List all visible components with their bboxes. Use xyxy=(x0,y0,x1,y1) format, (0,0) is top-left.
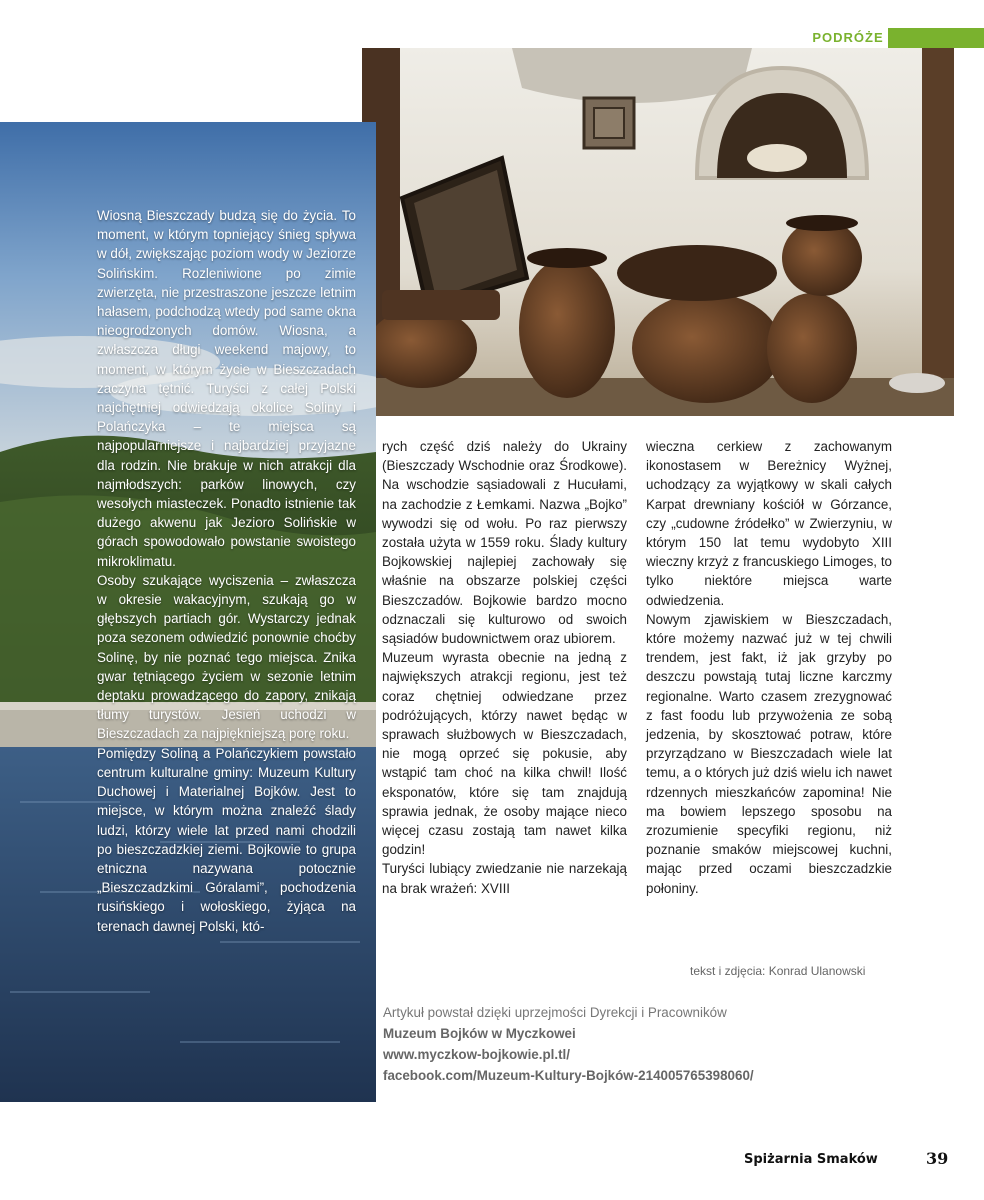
article-column-middle xyxy=(382,437,627,898)
page-number: 39 xyxy=(926,1149,949,1168)
paragraph: Wiosną Bieszczady budzą się do życia. To moment, w którym topniejący śnieg spływa w dół, zwiększając poziom wody w Jeziorze Solińskim. Rozleniwione po zimie zwierzęta, nie przestraszone jeszcze letnim hałasem, podchodzą wtedy pod same okna nieogrodzonych domów. Wiosna, a zwłaszcza długi weekend majowy, to moment, w którym życie w Bieszczadach zaczyna tętnić. Turyści z całej Polski najchętniej odwiedzają okolice Soliny i Polańczyka – te miejsca są najpopularniejsze i najbardziej przyjazne dla rodzin. Nie brakuje w nich atrakcji dla najmłodszych: parków linowych, czy wesołych miasteczek. Ponadto istnienie tak dużego akwenu jak Jezioro Solińskie w górach spowodowało powstanie swoistego mikroklimatu. xyxy=(97,208,356,569)
paragraph: Turyści lubiący zwiedzanie nie narzekają na brak wrażeń: XVIII xyxy=(382,861,627,896)
photo-credit: tekst i zdjęcia: Konrad Ulanowski xyxy=(690,964,866,978)
article-column-left xyxy=(97,206,356,936)
section-tag xyxy=(808,28,984,48)
acknowledgement-text: Artykuł powstał dzięki uprzejmości Dyrekcji i Pracowników xyxy=(383,1005,727,1020)
kitchen-stove-pots-image xyxy=(362,48,954,416)
magazine-title: Spiżarnia Smaków xyxy=(744,1152,878,1167)
section-accent-bar xyxy=(888,28,984,48)
paragraph: Osoby szukające wyciszenia – zwłaszcza w okresie wakacyjnym, szukają go w głębszych partiach gór. Wystarczy jednak poza sezonem odwiedzić ponownie choćby Solinę, by nie poznać tego miejsca. Znika gwar tętniącego życiem w sezonie letnim deptaku prowadzącego do zapory, znikają tłumy turystów. Jesień uchodzi w Bieszczadach za najpiękniejszą porę roku. xyxy=(97,572,356,742)
paragraph: Nowym zjawiskiem w Bieszczadach, które możemy nazwać już w tej chwili trendem, jest fakt, iż jak grzyby po deszczu powstają tutaj liczne karczmy regionalne. Warto czasem zrezygnować z fast foodu lub przywożenia ze sobą jedzenia, by skosztować potraw, które przyrządzano w Bieszczadach wiele lat temu, a o których już dziś wielu ich nawet rdzennych mieszkańców zapomina! Nie ma bowiem lepszego sposobu na zrozumienie specyfiki regionu, niż poznanie smaków miejscowej kuchni, mając przed oczami bieszczadzkie połoniny. xyxy=(646,611,892,896)
paragraph: rych część dziś należy do Ukrainy (Bieszczady Wschodnie oraz Środkowe). Na wschodzie sąsiadowali z Hucułami, na zachodzie z Łemkami. Nazwa „Bojko” wywodzi się od wołu. Po raz pierwszy została użyta w 1559 roku. Ślady kultury Bojkowskiej najlepiej zachowały się właśnie na obszarze polskiej części Bieszczadów. Bojkowie bardzo mocno odznaczali się kulturowo od swoich sąsiadów budownictwem oraz ubiorem. xyxy=(382,439,627,647)
article-column-right xyxy=(646,437,892,898)
section-label: PODRÓŻE xyxy=(808,28,888,48)
museum-name: Muzeum Bojków w Myczkowei xyxy=(383,1026,576,1041)
paragraph: Muzeum wyrasta obecnie na jedną z największych atrakcji regionu, jest też coraz chętniej odwiedzane przez podróżujących, którzy nawet będąc w sprawach służbowych w Bieszczadach, nie mogą oprzeć się pokusie, aby wstąpić tam choć na kilka chwil! Ilość eksponatów, które się tam znajdują sprawia jednak, że osoby mające nieco więcej czasu zostają tam nawet kilka godzin! xyxy=(382,650,627,858)
kitchen-photo xyxy=(362,48,954,416)
acknowledgement-note xyxy=(383,1002,754,1086)
paragraph: Pomiędzy Soliną a Polańczykiem powstało centrum kulturalne gminy: Muzeum Kultury Duchowej i Materialnej Bojków. Jest to miejsce, w którym można znaleźć ślady ludzi, którzy wiele lat przed nami chodzili po bieszczadzkiej ziemi. Bojkowie to grupa etniczna nazywana potocznie „Bieszczadzkimi Góralami”, pochodzenia rusińskiego i wołoskiego, żyjąca na terenach dawnej Polski, któ- xyxy=(97,745,356,934)
museum-facebook-link[interactable]: facebook.com/Muzeum-Kultury-Bojków-214005765398060/ xyxy=(383,1068,754,1083)
paragraph: wieczna cerkiew z zachowanym ikonostasem w Bereżnicy Wyżnej, uchodzący za wyjątkowy w skali całych Karpat drewniany kościół w Górzance, czy „cudowne źródełko” w Zwierzyniu, w którym 150 lat temu wydobyto XIII wieczny krzyż z francuskiego Limoges, to tylko niektóre miejsca warte odwiedzenia. xyxy=(646,439,892,608)
museum-website-link[interactable]: www.myczkow-bojkowie.pl.tl/ xyxy=(383,1047,570,1062)
